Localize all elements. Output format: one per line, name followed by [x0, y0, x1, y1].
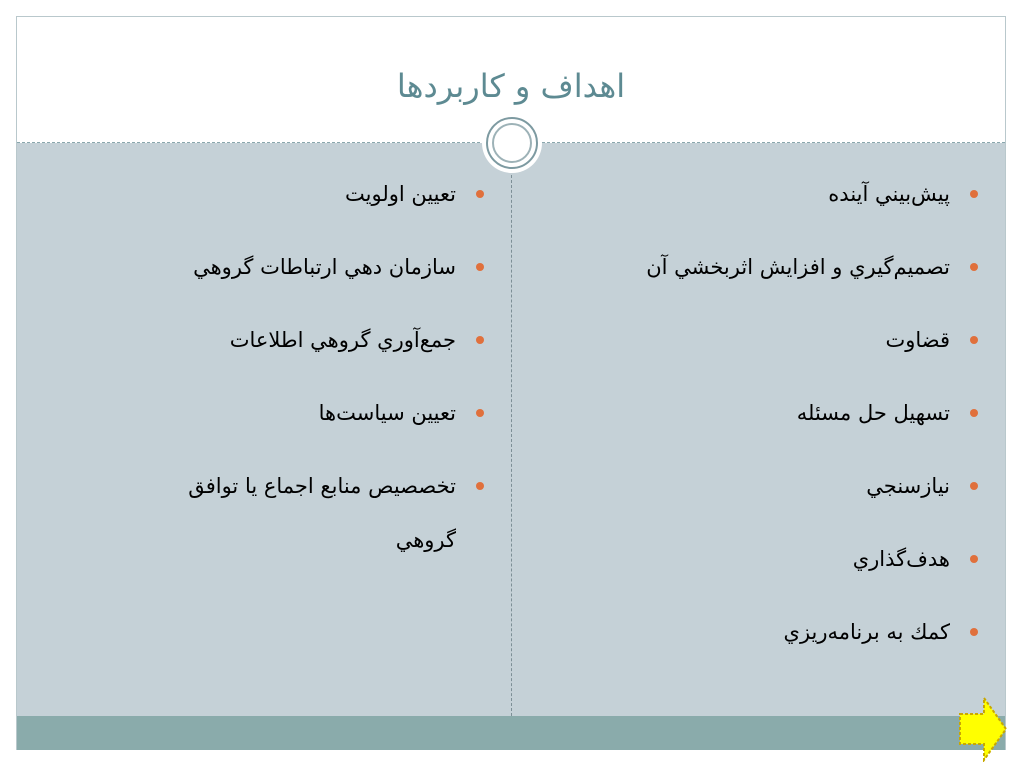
- footer-bar: [17, 716, 1005, 750]
- list-item-text: كمك به برنامه‌ريزي: [783, 620, 950, 644]
- bullet-dot-icon: [476, 190, 484, 198]
- bullet-dot-icon: [476, 263, 484, 271]
- bullet-dot-icon: [970, 482, 978, 490]
- list-item: [530, 395, 986, 431]
- slide-title: اهداف و كاربردها: [396, 67, 626, 105]
- list-item-text: قضاوت: [885, 328, 950, 352]
- bullet-dot-icon: [970, 190, 978, 198]
- list-item-text: تخصصيص منابع اجماع يا توافق: [188, 474, 456, 498]
- list-item: [40, 322, 492, 358]
- list-item: [530, 614, 986, 650]
- list-item: [40, 176, 492, 212]
- bullet-dot-icon: [970, 628, 978, 636]
- bullet-dot-icon: [970, 555, 978, 563]
- bullet-dot-icon: [970, 336, 978, 344]
- bullet-dot-icon: [970, 263, 978, 271]
- bullet-dot-icon: [476, 409, 484, 417]
- list-item: [530, 468, 986, 504]
- next-arrow-icon[interactable]: [958, 696, 1008, 762]
- list-item: [530, 322, 986, 358]
- column-divider: [511, 170, 512, 716]
- list-item-text: تعيين اولويت: [345, 182, 456, 206]
- list-item: [40, 249, 492, 285]
- list-item: [40, 468, 492, 558]
- list-item-text: تعيين سياست‌ها: [318, 401, 456, 425]
- list-item-text: نيازسنجي: [866, 474, 950, 498]
- list-item-text: هدف‌گذاري: [852, 547, 950, 571]
- bullet-dot-icon: [476, 336, 484, 344]
- bullet-dot-icon: [476, 482, 484, 490]
- list-item: [40, 395, 492, 431]
- list-item-text: تصميم‌گيري و افزايش اثربخشي آن: [646, 255, 950, 279]
- left-bullet-list: [40, 176, 492, 595]
- list-item: [530, 249, 986, 285]
- list-item-text: جمع‌آوري گروهي اطلاعات: [229, 328, 456, 352]
- list-item-text: سازمان دهي ارتباطات گروهي: [193, 255, 456, 279]
- list-item: [530, 541, 986, 577]
- list-item-text: تسهيل حل مسئله: [796, 401, 950, 425]
- list-item-text-continuation: گروهي: [395, 528, 456, 552]
- list-item-text: پيش‌بيني آينده: [828, 182, 950, 206]
- right-bullet-list: [530, 176, 986, 687]
- circle-ornament-inner-ring: [492, 123, 532, 163]
- list-item: [530, 176, 986, 212]
- bullet-dot-icon: [970, 409, 978, 417]
